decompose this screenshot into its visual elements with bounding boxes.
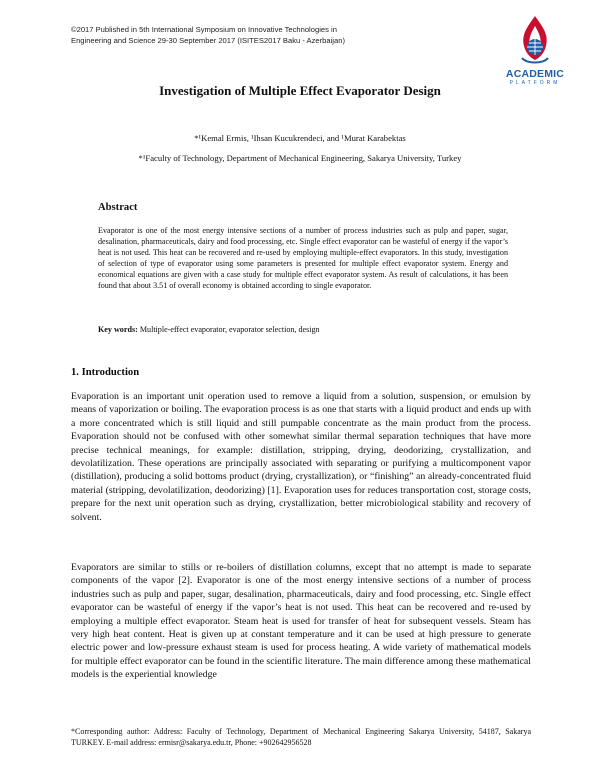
publication-note-line-1: ©2017 Published in 5th International Symposium on Innovative Technologies in <box>71 25 337 34</box>
keywords-list: Multiple-effect evaporator, evaporator selection, design <box>137 325 320 334</box>
publication-note <box>71 24 471 46</box>
keywords-label: Key words: <box>98 325 138 334</box>
corresponding-author-footnote: *Corresponding author: Address: Faculty of Technology, Department of Mechanical Engineering Sakarya University, 54187, Sakarya TURKEY. E-mail address: ermisr@sakarya.edu.tr, Phone: +902642956528 <box>71 727 531 747</box>
paper-title: Investigation of Multiple Effect Evaporator Design <box>159 83 441 98</box>
abstract-body: Evaporator is one of the most energy intensive sections of a number of process industries such as pulp and paper, sugar, desalination, pharmaceuticals, dairy and food processing, etc. Single effect evaporator can be wasteful of energy if the vapor’s heat is not used. This heat can be recovered and re-used by employing multiple-effect evaporators. In this study, investigation of selection of type of evaporator using some parameters is presented for multiple effect evaporator system. Energy and economical equations are given with a case study for multiple effect evaporator system. As result of calculations, it has been found that about 3.51 of overall economy is obtained according to single evaporator. <box>98 226 508 290</box>
logo-subtitle: PLATFORM <box>509 80 561 86</box>
section-heading-introduction: 1. Introduction <box>71 367 140 378</box>
introduction-paragraph-1: Evaporation is an important unit operation used to remove a liquid from a solution, suspension, or emulsion by means of vaporization or boiling. The evaporation process is as one that starts with a liquid product and ends up with a more concentrated which is still liquid and still pumpable concentrate as the main product from the process. Evaporation should not be confused with other somewhat similar thermal separation techniques that have more precise technical meanings, for example: distillation, stripping, drying, deodorizing, crystallization, and devolatilization. These operations are principally associated with separating or purifying a multicomponent vapor (distillation), producing a solid bottoms product (drying, crystallization), or “finishing” an already-concentrated fluid material (stripping, devolatilization, deodorizing) [1]. Evaporation uses for reduces transportation cost, storage costs, prepare for the next unit operation such as drying, crystallization, better microbiological stability and recovery of solvent. <box>71 391 531 523</box>
abstract-heading: Abstract <box>98 202 138 213</box>
logo-name: ACADEMIC <box>505 68 565 80</box>
publication-note-line-2: Engineering and Science 29-30 September 2017 (ISITES2017 Baku - Azerbaijan) <box>71 36 345 45</box>
keywords <box>98 325 508 334</box>
author-list: *¹Kemal Ermis, ¹Ihsan Kucukrendeci, and ¹Murat Karabektas <box>194 133 406 143</box>
introduction-paragraph-2: Evaporators are similar to stills or re-boilers of distillation columns, except that no attempt is made to separate components of the vapor [2]. Evaporator is one of the most energy intensive sections of a number of process industries such as pulp and paper, sugar, desalination, pharmaceuticals, dairy and food processing, etc. Single effect evaporator can be wasteful of energy if the vapor’s heat is not used. This heat can be recovered and re-used by employing a multiple effect evaporator. Steam heat is used for transfer of heat for subsequent vessels. Steam has very high heat content. Heat is given up at constant temperature and it can be used at high pressure to generate electric power and low-pressure exhaust steam is used for process heating. A wide variety of mathematical models for multiple effect evaporator can be found in the scientific literature. The main difference among these mathematical models is the experiential knowledge <box>71 562 531 681</box>
academic-platform-logo <box>494 14 576 94</box>
author-affiliation: *¹Faculty of Technology, Department of Mechanical Engineering, Sakarya University, Turkey <box>138 153 462 163</box>
flame-globe-icon <box>515 14 555 68</box>
